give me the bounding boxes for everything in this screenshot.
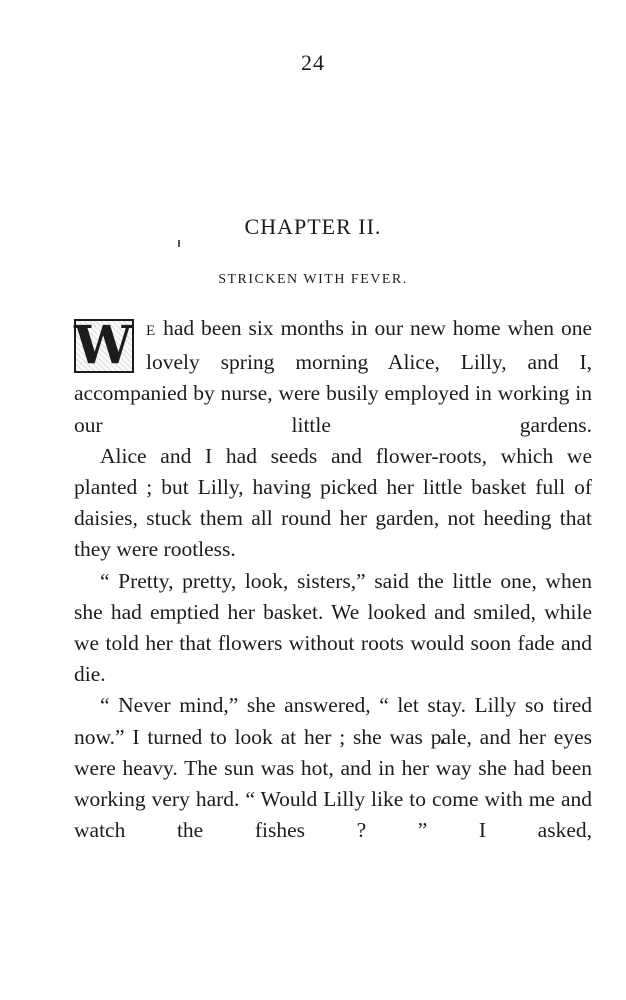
chapter-subtitle: STRICKEN WITH FEVER. (218, 272, 408, 287)
paragraph-text: “ Pretty, pretty, look, sisters,” said the little one, when she had emptied her basket. We looked and smiled, while we told her that flowers without roots would soon fade and die. (74, 568, 592, 687)
body-text (74, 313, 592, 846)
page-number: 24 (301, 50, 325, 75)
paragraph-text: had been six months in our new home when one lovely spring morning Alice, Lilly, and I, accompanied by nurse, were busily employed in working in our little gardens. (74, 316, 592, 437)
drop-cap-letter: W (74, 315, 133, 376)
chapter-title: CHAPTER II. (244, 214, 382, 239)
paragraph-text: “ Never mind,” she answered, “ let stay. Lilly so tired now.” I turned to look at her ; she was pale, and her eyes were heavy. The sun was hot, and in her way she had been working very hard. “ Would Lilly like to come with me and watch the fishes ? ” I asked, (74, 693, 592, 843)
paragraph-text: Alice and I had seeds and flower-roots, which we planted ; but Lilly, having picked her little basket full of daisies, stuck them all round her garden, not heeding that they were rootless. (74, 443, 592, 562)
print-speck (178, 240, 180, 247)
drop-cap (74, 315, 136, 376)
paragraph (74, 566, 592, 691)
paragraph (74, 313, 592, 441)
paragraph (74, 690, 592, 846)
paragraph (74, 441, 592, 566)
paragraph-lead: E (146, 323, 157, 339)
